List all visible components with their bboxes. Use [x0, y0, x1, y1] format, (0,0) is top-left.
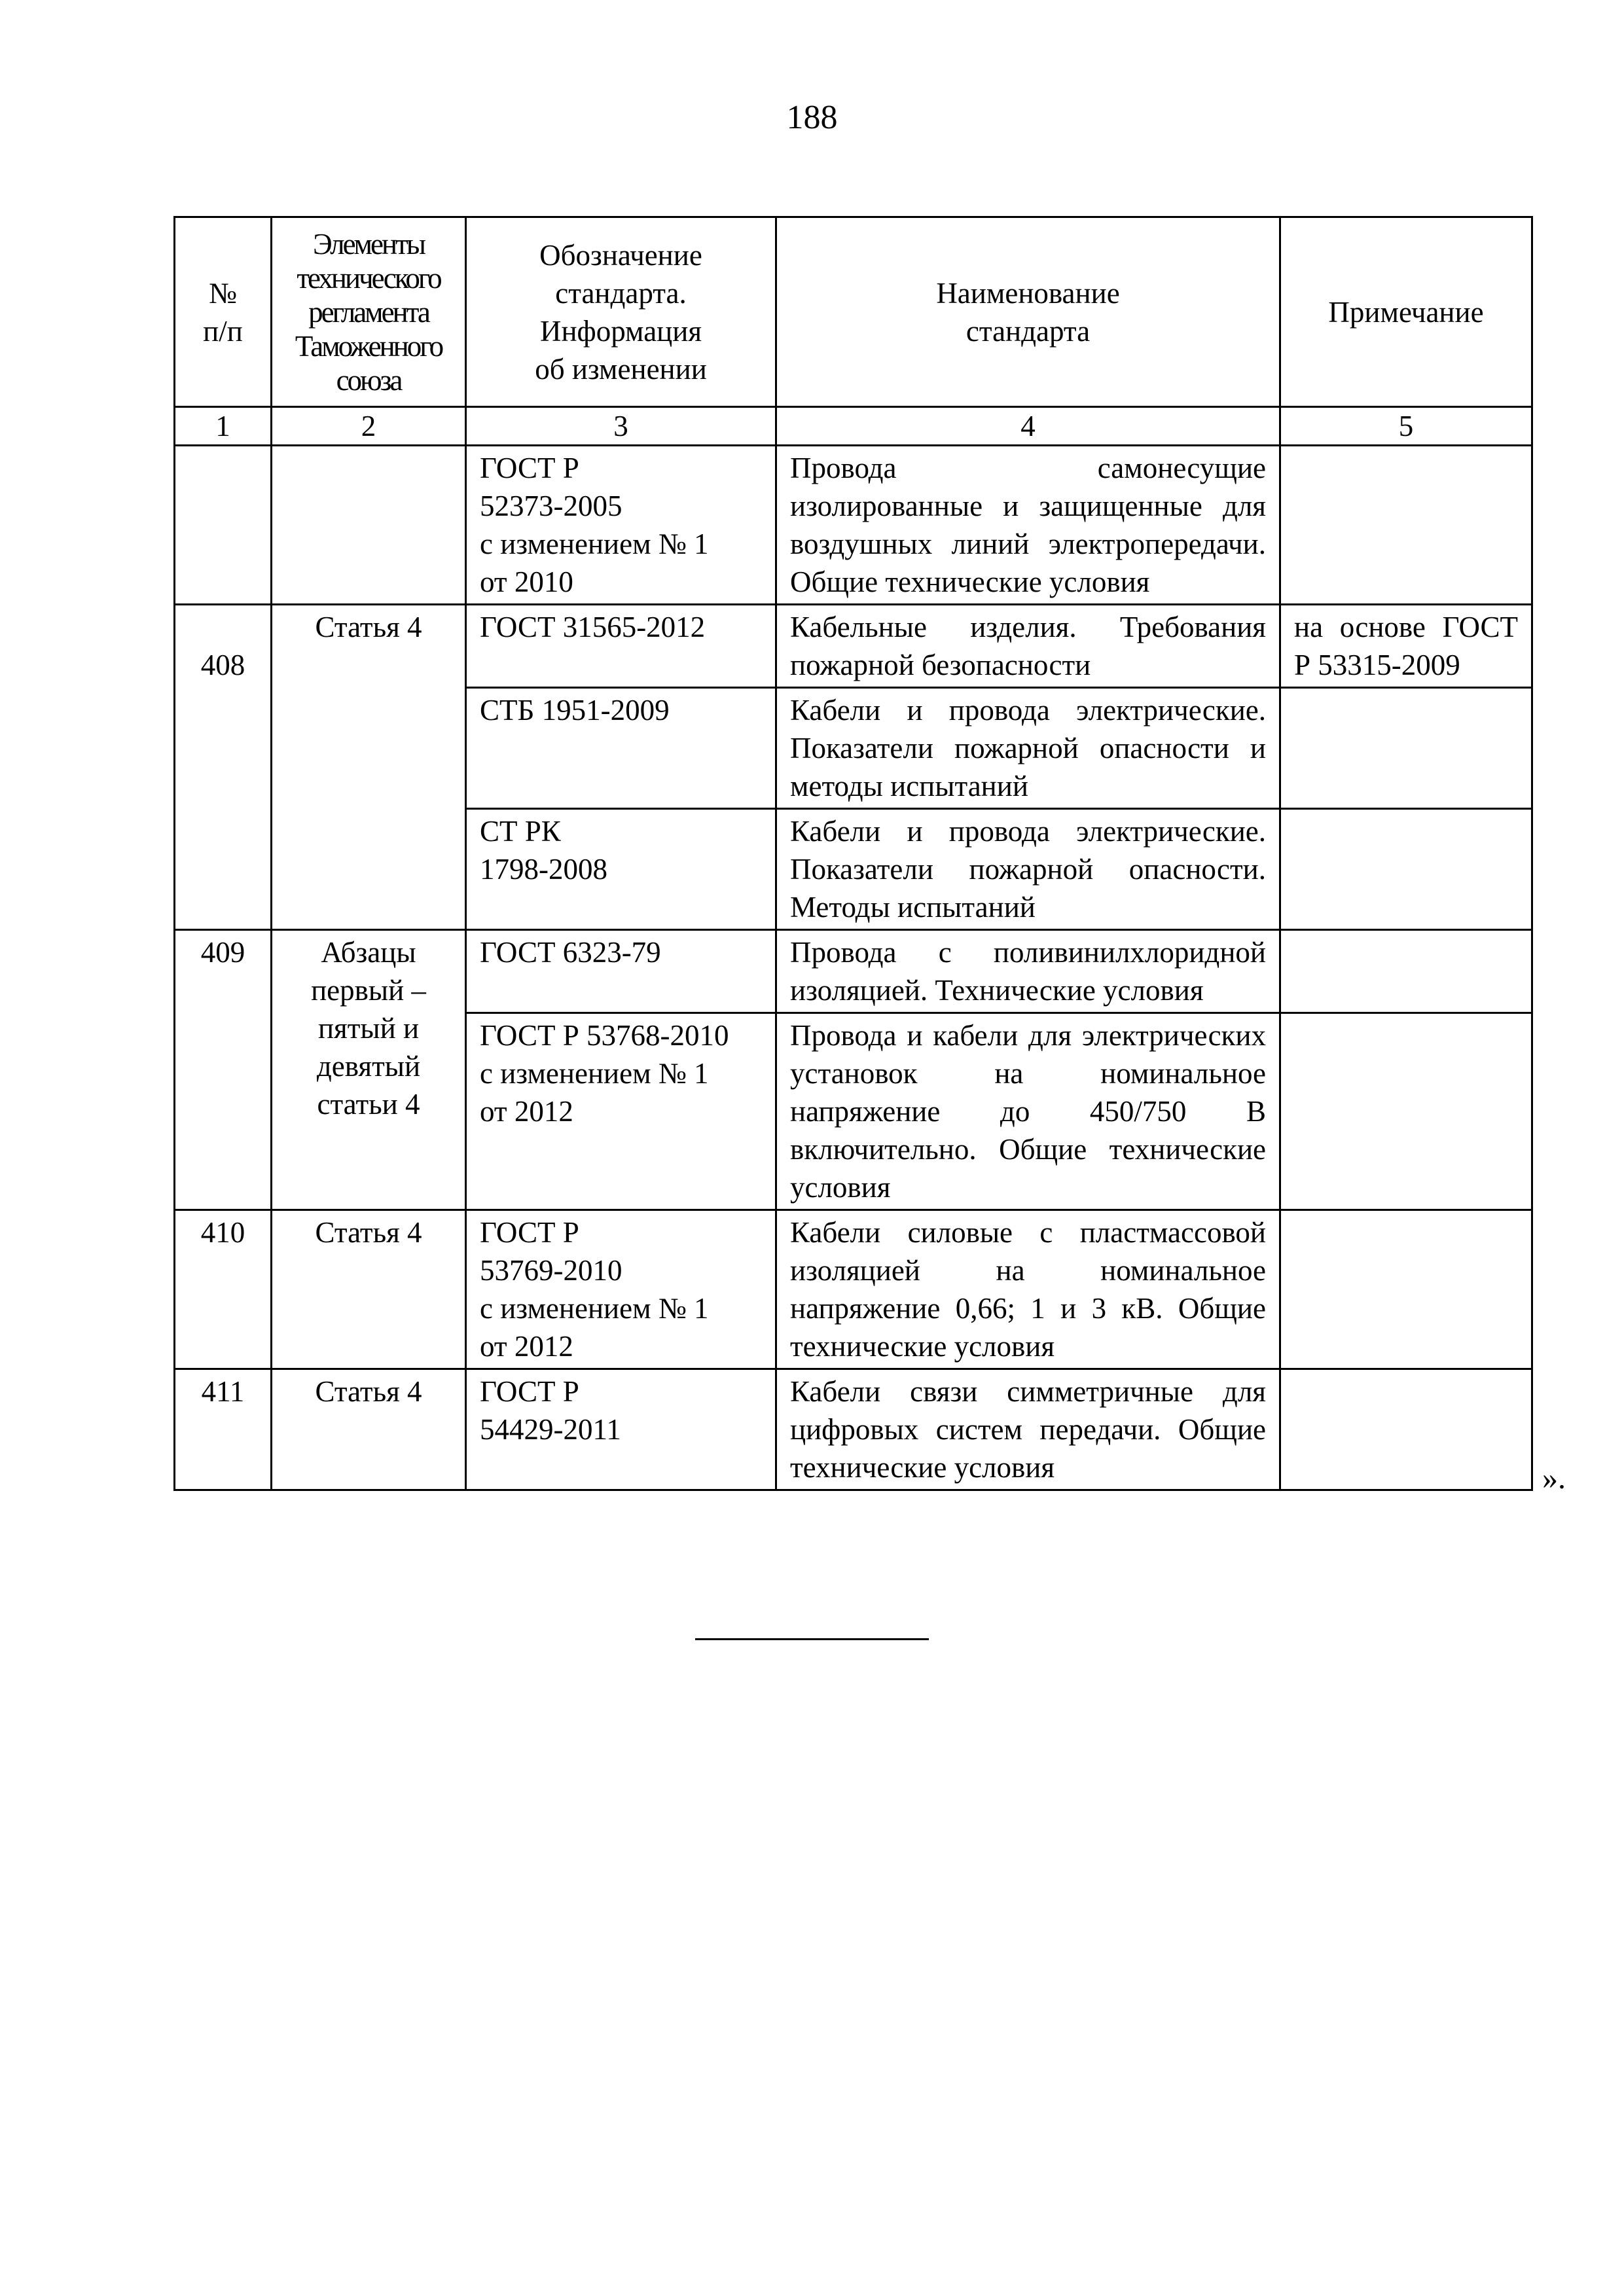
- table-row: [175, 1210, 1532, 1369]
- row-num-cell: 411: [175, 1369, 272, 1490]
- row-designation-cell: СТ РК 1798-2008: [466, 809, 776, 930]
- row-element-cell: Статья 4: [272, 605, 466, 930]
- header-note: Примечание: [1280, 217, 1532, 407]
- footer-rule: [695, 1638, 929, 1640]
- row-note-cell: [1280, 688, 1532, 809]
- header-element: Элементы технического регламента Таможенного союза: [272, 217, 466, 407]
- row-element-cell: Статья 4: [272, 1210, 466, 1369]
- row-designation-cell: ГОСТ Р 53769-2010 с изменением № 1 от 2012: [466, 1210, 776, 1369]
- column-number-row: [175, 407, 1532, 446]
- row-name-cell: Провода самонесущие изолированные и защищенные для воздушных линий электропередачи. Общие технические условия: [776, 446, 1280, 605]
- row-name-cell: Кабели связи симметричные для цифровых систем передачи. Общие технические условия: [776, 1369, 1280, 1490]
- row-designation-cell: ГОСТ Р 52373-2005 с изменением № 1 от 2010: [466, 446, 776, 605]
- row-name-cell: Провода и кабели для электрических установок на номинальное напряжение до 450/750 В включительно. Общие технические условия: [776, 1013, 1280, 1210]
- row-num-cell: 410: [175, 1210, 272, 1369]
- row-note-cell: [1280, 809, 1532, 930]
- header-num: № п/п: [175, 217, 272, 407]
- header-row: [175, 217, 1532, 407]
- row-note-cell: [1280, 446, 1532, 605]
- row-name-cell: Кабели и провода электрические. Показатели пожарной опасности и методы испытаний: [776, 688, 1280, 809]
- row-num-cell: 408: [175, 605, 272, 930]
- row-element-cell: Абзацы первый – пятый и девятый статьи 4: [272, 930, 466, 1210]
- row-designation-cell: ГОСТ Р 54429-2011: [466, 1369, 776, 1490]
- closing-quote-mark: ».: [1542, 1461, 1566, 1496]
- row-element-cell: [272, 446, 466, 605]
- column-number: 3: [466, 407, 776, 446]
- column-number: 4: [776, 407, 1280, 446]
- page-number: 188: [786, 99, 838, 136]
- row-designation-cell: СТБ 1951-2009: [466, 688, 776, 809]
- row-note-cell: на основе ГОСТ Р 53315-2009: [1280, 605, 1532, 688]
- header-designation: Обозначение стандарта. Информация об изменении: [466, 217, 776, 407]
- row-name-cell: Кабели силовые с пластмассовой изоляцией на номинальное напряжение 0,66; 1 и 3 кВ. Общие технические условия: [776, 1210, 1280, 1369]
- column-number: 1: [175, 407, 272, 446]
- header-name: Наименование стандарта: [776, 217, 1280, 407]
- row-element-cell: Статья 4: [272, 1369, 466, 1490]
- standards-table: [173, 216, 1533, 1491]
- row-note-cell: [1280, 1013, 1532, 1210]
- row-name-cell: Кабельные изделия. Требования пожарной безопасности: [776, 605, 1280, 688]
- row-note-cell: [1280, 1369, 1532, 1490]
- table-row: [175, 605, 1532, 688]
- row-num-cell: 409: [175, 930, 272, 1210]
- row-designation-cell: ГОСТ 31565-2012: [466, 605, 776, 688]
- row-designation-cell: ГОСТ Р 53768-2010 с изменением № 1 от 2012: [466, 1013, 776, 1210]
- row-designation-cell: ГОСТ 6323-79: [466, 930, 776, 1013]
- column-number: 5: [1280, 407, 1532, 446]
- column-number: 2: [272, 407, 466, 446]
- row-note-cell: [1280, 930, 1532, 1013]
- row-name-cell: Провода с поливинилхлоридной изоляцией. Технические условия: [776, 930, 1280, 1013]
- row-num-cell: [175, 446, 272, 605]
- table-row: [175, 446, 1532, 605]
- row-note-cell: [1280, 1210, 1532, 1369]
- row-name-cell: Кабели и провода электрические. Показатели пожарной опасности. Методы испытаний: [776, 809, 1280, 930]
- table-row: [175, 1369, 1532, 1490]
- table-row: [175, 930, 1532, 1013]
